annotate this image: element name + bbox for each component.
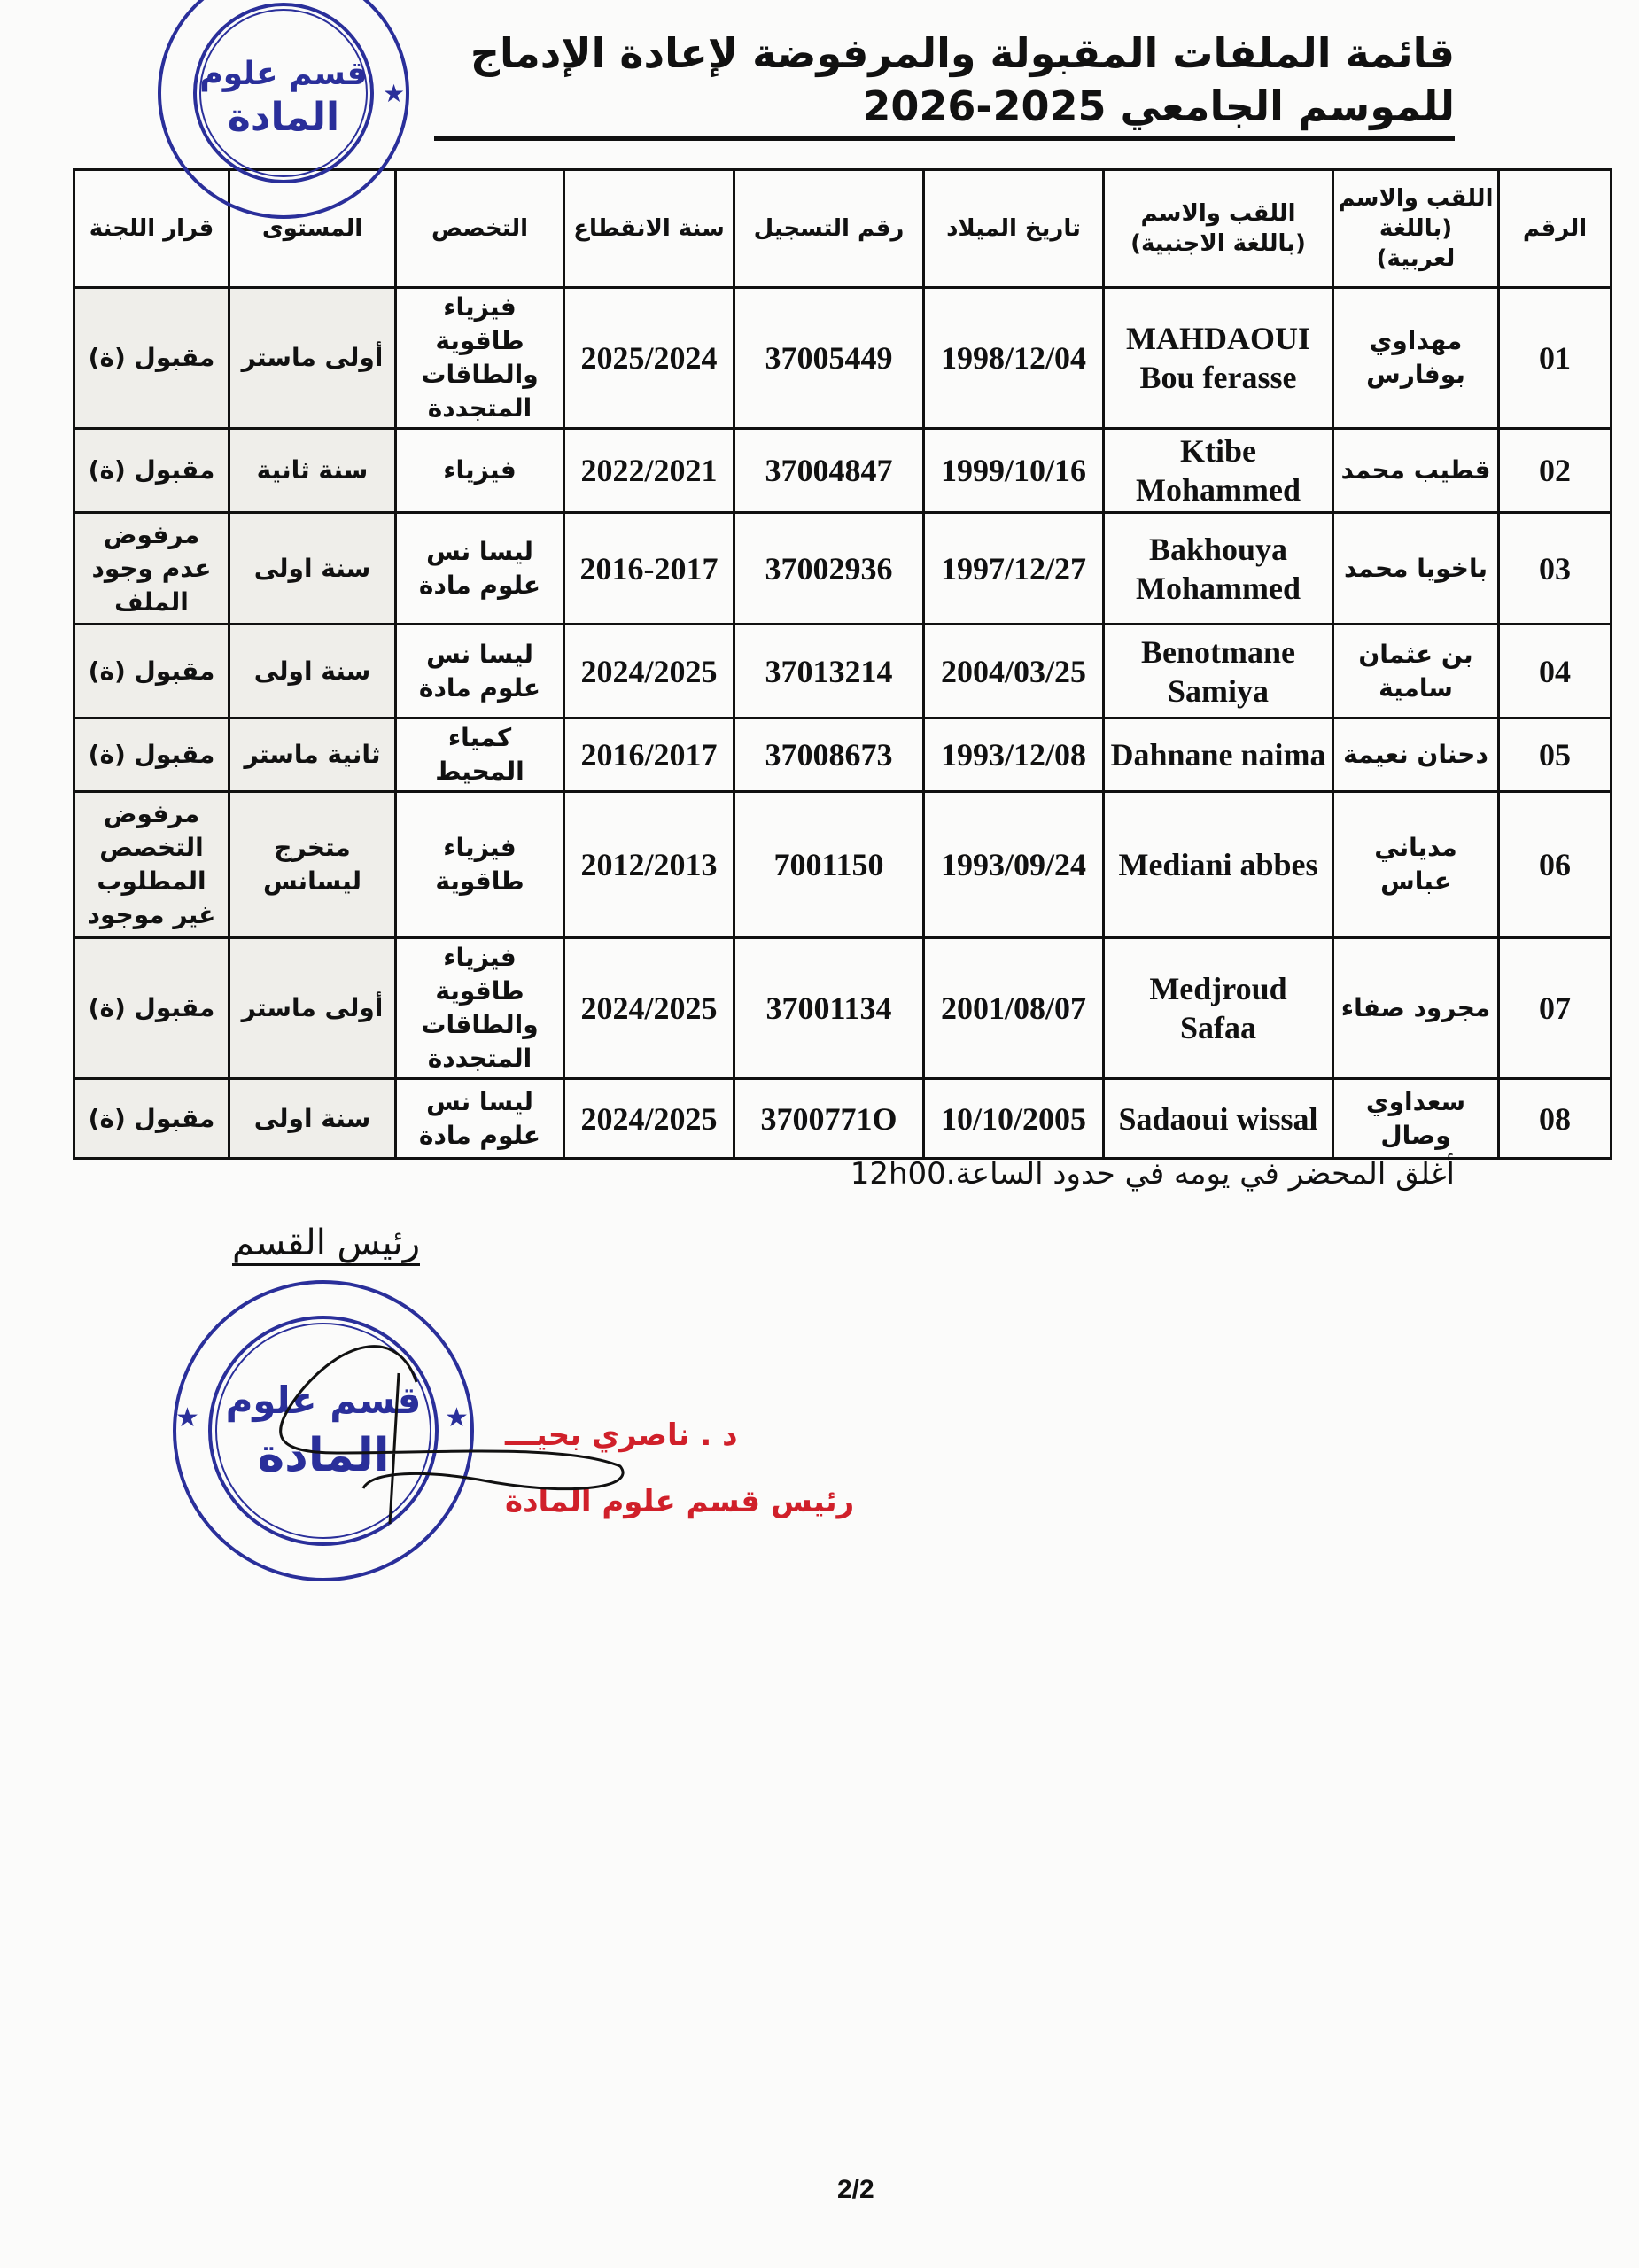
cell-birth: 2004/03/25 [924, 625, 1104, 718]
cell-name-latin: Ktibe Mohammed [1104, 429, 1333, 513]
cell-name-ar: باخويا محمد [1333, 513, 1499, 625]
cell-reg: 37002936 [734, 513, 924, 625]
cell-decision: مرفوض عدم وجود الملف [74, 513, 229, 625]
cell-name-latin: Bakhouya Mohammed [1104, 513, 1333, 625]
cell-num: 01 [1499, 288, 1612, 429]
svg-text:قسم علوم: قسم علوم [199, 56, 368, 92]
cell-year: 2016-2017 [564, 513, 734, 625]
cell-reg: 37005449 [734, 288, 924, 429]
table-row [74, 1079, 1612, 1159]
header-col-number: الرقم [1499, 170, 1612, 288]
svg-text:قسم علوم: قسم علوم [225, 1379, 422, 1422]
cell-num: 04 [1499, 625, 1612, 718]
cell-name-ar: بن عثمان سامية [1333, 625, 1499, 718]
table-row [74, 288, 1612, 429]
cell-num: 06 [1499, 792, 1612, 938]
header-col-interruption-year: سنة الانقطاع [564, 170, 734, 288]
table-row [74, 429, 1612, 513]
cell-name-latin: Sadaoui wissal [1104, 1079, 1333, 1159]
cell-level: ثانية ماستر [229, 718, 396, 792]
cell-num: 02 [1499, 429, 1612, 513]
cell-spec: فيزياء طاقوية [396, 792, 564, 938]
cell-spec: فيزياء طاقوية والطاقات المتجددة [396, 288, 564, 429]
cell-num: 03 [1499, 513, 1612, 625]
header-col-specialty: التخصص [396, 170, 564, 288]
cell-num: 07 [1499, 938, 1612, 1079]
header-col-registration: رقم التسجيل [734, 170, 924, 288]
cell-level: سنة اولى [229, 513, 396, 625]
cell-reg: 7001150 [734, 792, 924, 938]
cell-reg: 3700771O [734, 1079, 924, 1159]
cell-reg: 37013214 [734, 625, 924, 718]
cell-name-latin: Mediani abbes [1104, 792, 1333, 938]
cell-year: 2012/2013 [564, 792, 734, 938]
cell-name-ar: مهداوي بوفارس [1333, 288, 1499, 429]
cell-name-latin: MAHDAOUI Bou ferasse [1104, 288, 1333, 429]
cell-spec: فيزياء [396, 429, 564, 513]
cell-decision: مقبول (ة) [74, 288, 229, 429]
header-col-decision: قرار اللجنة [74, 170, 229, 288]
signature-name: د . ناصري بحيـــ [505, 1418, 738, 1453]
cell-num: 08 [1499, 1079, 1612, 1159]
cell-year: 2024/2025 [564, 938, 734, 1079]
cell-name-ar: مدياني عباس [1333, 792, 1499, 938]
handwritten-signature [213, 1311, 638, 1542]
closing-note: أغلق المحضر في يومه في حدود الساعة.12h00 [850, 1156, 1455, 1192]
cell-level: سنة ثانية [229, 429, 396, 513]
cell-reg: 37001134 [734, 938, 924, 1079]
cell-birth: 10/10/2005 [924, 1079, 1104, 1159]
cell-birth: 2001/08/07 [924, 938, 1104, 1079]
cell-level: أولى ماستر [229, 938, 396, 1079]
cell-year: 2024/2025 [564, 1079, 734, 1159]
cell-name-ar: دحنان نعيمة [1333, 718, 1499, 792]
cell-name-ar: مجرود صفاء [1333, 938, 1499, 1079]
cell-level: سنة اولى [229, 625, 396, 718]
header-col-name-foreign: اللقب والاسم (باللغة الاجنبية) [1104, 170, 1333, 288]
signature-title: رئيس القسم [232, 1223, 420, 1266]
cell-spec: كمياء المحيط [396, 718, 564, 792]
cell-decision: مقبول (ة) [74, 938, 229, 1079]
cell-level: سنة اولى [229, 1079, 396, 1159]
files-table [73, 168, 1612, 1160]
cell-spec: ليسا نس علوم مادة [396, 625, 564, 718]
table-row [74, 718, 1612, 792]
cell-year: 2022/2021 [564, 429, 734, 513]
official-stamp-top [151, 0, 416, 226]
cell-name-latin: Benotmane Samiya [1104, 625, 1333, 718]
header-col-name-arabic: اللقب والاسم (باللغة لعربية) [1333, 170, 1499, 288]
cell-birth: 1997/12/27 [924, 513, 1104, 625]
cell-year: 2025/2024 [564, 288, 734, 429]
cell-birth: 1998/12/04 [924, 288, 1104, 429]
svg-text:المادة: المادة [227, 95, 340, 140]
signature-role: رئيس قسم علوم المادة [505, 1484, 855, 1519]
page-number: 2/2 [837, 2175, 874, 2204]
svg-text:★: ★ [445, 1402, 469, 1433]
cell-name-ar: قطيب محمد [1333, 429, 1499, 513]
cell-name-ar: سعداوي وصال [1333, 1079, 1499, 1159]
cell-decision: مقبول (ة) [74, 429, 229, 513]
cell-spec: ليسا نس علوم مادة [396, 513, 564, 625]
table-row [74, 938, 1612, 1079]
svg-text:★: ★ [175, 1402, 199, 1433]
cell-birth: 1993/12/08 [924, 718, 1104, 792]
cell-decision: مرفوض التخصص المطلوب غير موجود [74, 792, 229, 938]
cell-num: 05 [1499, 718, 1612, 792]
cell-year: 2016/2017 [564, 718, 734, 792]
cell-decision: مقبول (ة) [74, 1079, 229, 1159]
header-col-birth-date: تاريخ الميلاد [924, 170, 1104, 288]
cell-name-latin: Medjroud Safaa [1104, 938, 1333, 1079]
cell-reg: 37008673 [734, 718, 924, 792]
cell-decision: مقبول (ة) [74, 718, 229, 792]
table-row [74, 625, 1612, 718]
table-row [74, 513, 1612, 625]
cell-spec: فيزياء طاقوية والطاقات المتجددة [396, 938, 564, 1079]
cell-birth: 1993/09/24 [924, 792, 1104, 938]
cell-level: متخرج ليسانس [229, 792, 396, 938]
cell-reg: 37004847 [734, 429, 924, 513]
svg-text:المادة: المادة [257, 1429, 390, 1482]
cell-level: أولى ماستر [229, 288, 396, 429]
table-row [74, 792, 1612, 938]
cell-year: 2024/2025 [564, 625, 734, 718]
cell-name-latin: Dahnane naima [1104, 718, 1333, 792]
svg-text:★: ★ [383, 79, 406, 108]
cell-decision: مقبول (ة) [74, 625, 229, 718]
cell-spec: ليسا نس علوم مادة [396, 1079, 564, 1159]
cell-birth: 1999/10/16 [924, 429, 1104, 513]
document-title: قائمة الملفات المقبولة والمرفوضة لإعادة الإدماج للموسم الجامعي 2025-2026 [434, 27, 1455, 141]
header-col-level: المستوى [229, 170, 396, 288]
